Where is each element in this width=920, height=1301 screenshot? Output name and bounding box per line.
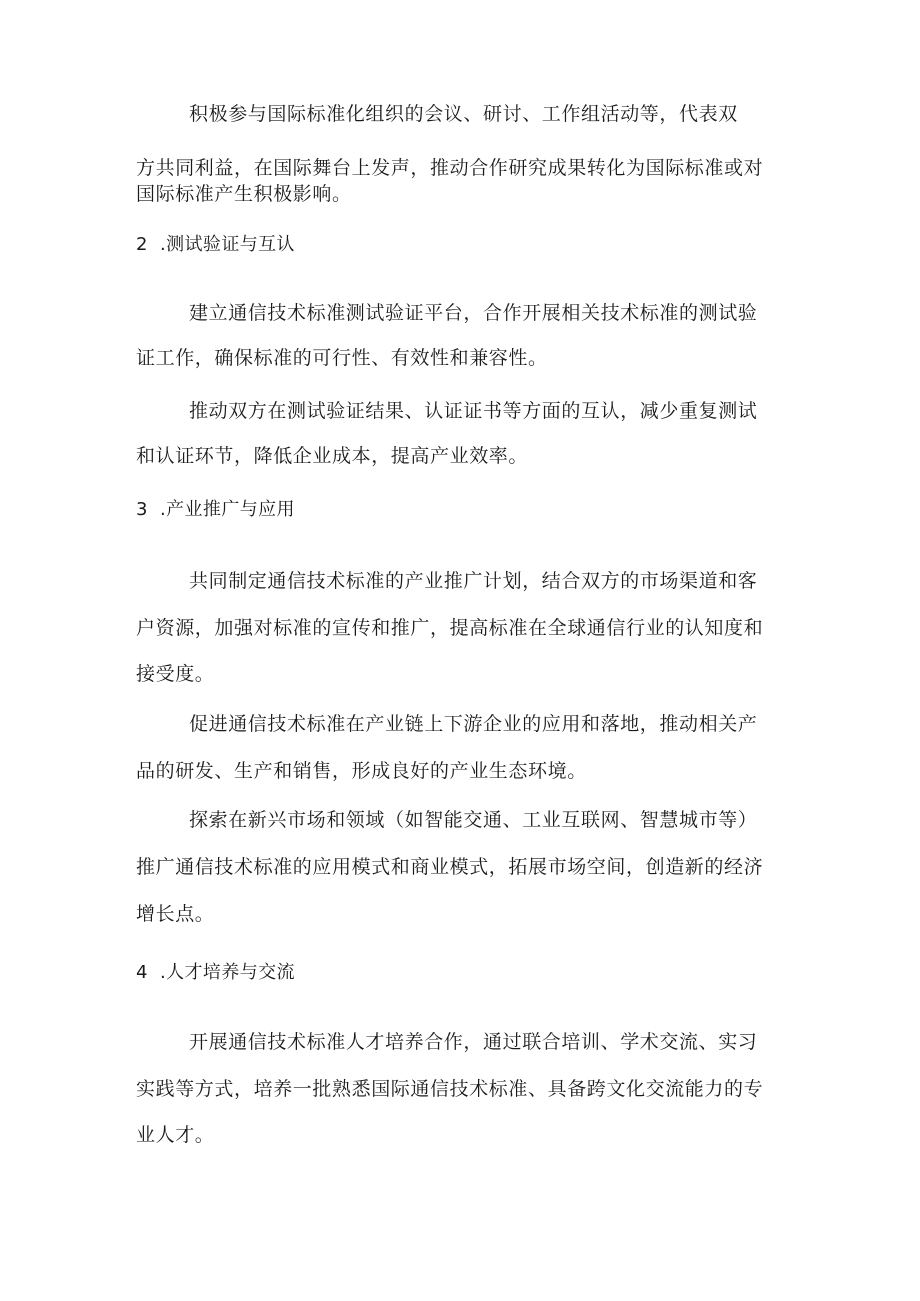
paragraph-line: 积极参与国际标准化组织的会议、研讨、工作组活动等，代表双: [189, 103, 738, 125]
paragraph-line: 共同制定通信技术标准的产业推广计划，结合双方的市场渠道和客: [189, 570, 758, 592]
paragraph-line: 探索在新兴市场和领域（如智能交通、工业互联网、智慧城市等）: [189, 809, 758, 831]
section-heading: [136, 498, 295, 522]
section-number: 4: [136, 962, 148, 983]
paragraph-line: 证工作，确保标准的可行性、有效性和兼容性。: [136, 347, 548, 369]
paragraph-line: 户资源，加强对标准的宣传和推广，提高标准在全球通信行业的认知度和: [136, 617, 764, 639]
section-number: 3: [136, 499, 148, 520]
paragraph-line: 开展通信技术标准人才培养合作，通过联合培训、学术交流、实习: [189, 1031, 758, 1053]
paragraph-line: 国际标准产生积极影响。: [136, 183, 352, 205]
section-number: 2: [136, 234, 148, 255]
paragraph-line: 品的研发、生产和销售，形成良好的产业生态环境。: [136, 760, 587, 782]
section-heading: [136, 233, 295, 257]
section-heading: [136, 961, 295, 985]
paragraph-line: 增长点。: [136, 903, 215, 925]
paragraph-line: 建立通信技术标准测试验证平台，合作开展相关技术标准的测试验: [189, 302, 758, 324]
paragraph-line: 和认证环节，降低企业成本，提高产业效率。: [136, 445, 529, 467]
paragraph-line: 业人才。: [136, 1124, 215, 1146]
paragraph-line: 方共同利益，在国际舞台上发声，推动合作研究成果转化为国际标准或对: [136, 157, 764, 179]
section-title: .产业推广与应用: [160, 499, 295, 520]
paragraph-line: 推广通信技术标准的应用模式和商业模式，拓展市场空间，创造新的经济: [136, 856, 764, 878]
paragraph-line: 接受度。: [136, 663, 215, 685]
section-title: .测试验证与互认: [160, 234, 295, 255]
paragraph-line: 促进通信技术标准在产业链上下游企业的应用和落地，推动相关产: [189, 713, 758, 735]
paragraph-line: 推动双方在测试验证结果、认证证书等方面的互认，减少重复测试: [189, 400, 758, 422]
paragraph-line: 实践等方式，培养一批熟悉国际通信技术标准、具备跨文化交流能力的专: [136, 1078, 764, 1100]
section-title: .人才培养与交流: [160, 962, 295, 983]
